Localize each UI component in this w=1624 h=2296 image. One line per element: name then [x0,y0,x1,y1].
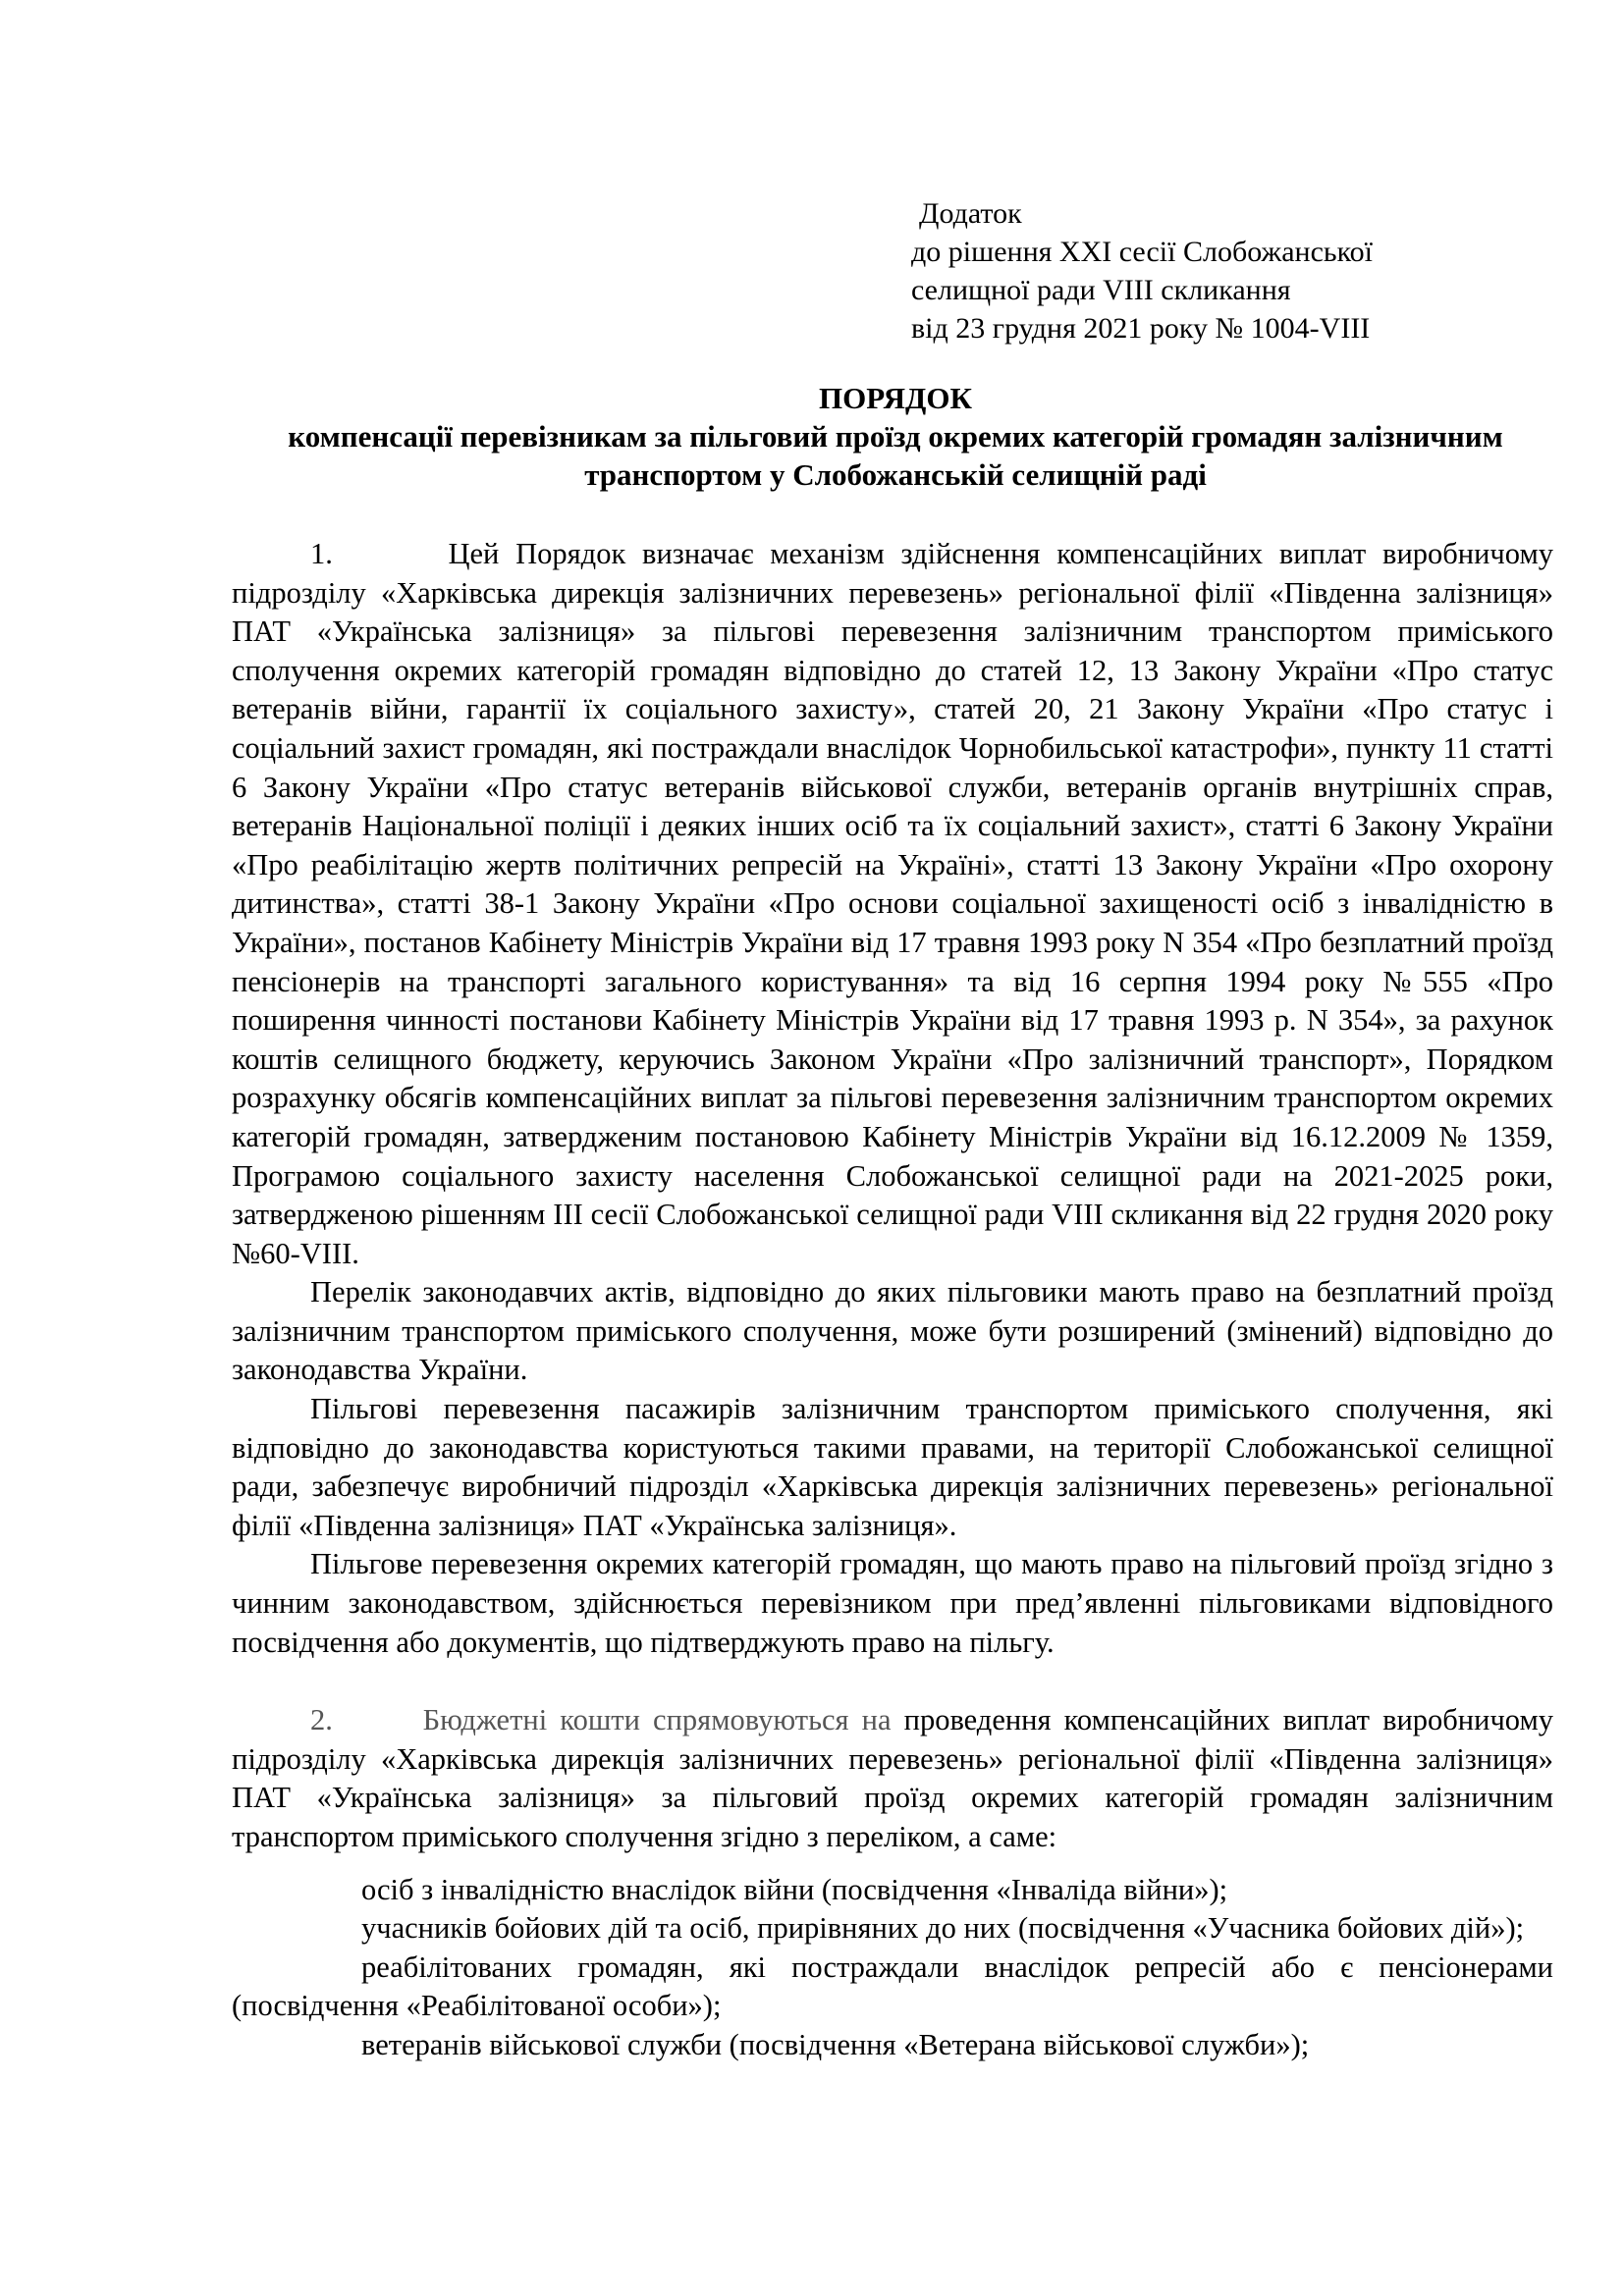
list-item: ветеранів військової служби (посвідчення «Ветерана військової служби»); [361,2027,1310,2061]
section-2-paragraph [232,1701,1553,1856]
document-heading [232,379,1559,494]
addendum-date-line: від 23 грудня 2021 року № 1004-VIII [911,312,1371,345]
document-subtitle: компенсації перевізникам за пільговий проїзд окремих категорій громадян залізничним транспортом у Слобожанській селищній раді [288,419,1503,492]
paragraph-gap [232,1662,1553,1701]
section-1-paragraph-3: Пільгові перевезення пасажирів залізничним транспортом приміського сполучення, які відповідно до законодавства користуються такими правами, на території Слобожанської селищної ради, забезпечує виробничий підрозділ «Харківська дирекція залізничних перевезень» регіональної філії «Південна залізниця» ПАТ «Українська залізниця». [232,1392,1553,1542]
list-gap [232,1857,1553,1871]
section-2-lead: Бюджетні кошти спрямовуються на [422,1703,892,1737]
section-1-paragraph-4: Пільгове перевезення окремих категорій громадян, що мають право на пільговий проїзд згідно з чинним законодавством, здійснюється перевізником при пред’явленні пільговиками відповідного посвідчення або документів, що підтверджують право на пільгу. [232,1547,1553,1659]
section-2-number: 2. [310,1703,333,1737]
document-body [232,535,1553,2065]
list-item: осіб з інвалідністю внаслідок війни (посвідчення «Інваліда війни»); [361,1872,1228,1906]
list-item: учасників бойових дій та осіб, прирівняних до них (посвідчення «Учасника бойових дій»); [361,1911,1525,1946]
section-1-text: Цей Порядок визначає механізм здійснення компенсаційних виплат виробничому підрозділу «Харківська дирекція залізничних перевезень» регіональної філії «Південна залізниця» ПАТ «Українська залізниця» за пільгові перевезення залізничним транспортом приміського сполучення окремих категорій громадян відповідно до статей 12, 13 Закону України «Про статус ветеранів війни, гарантії їх соціального захисту», статей 20, 21 Закону України «Про статус і соціальний захист громадян, які постраждали внаслідок Чорнобильської катастрофи», пункту 11 статті 6 Закону України «Про статус ветеранів військової служби, ветеранів органів внутрішніх справ, ветеранів Національної поліції і деяких інших осіб та їх соціальний захист», статті 6 Закону України «Про реабілітацію жертв політичних репресій на Україні», статті 13 Закону України «Про охорону дитинства», статті 38-1 Закону України «Про основи соціальної захищеності осіб з інвалідністю в України», постанов Кабінету Міністрів України від 17 травня 1993 року N 354 «Про безплатний проїзд пенсіонерів на транспорті загального користування» та від 16 серпня 1994 року №555 «Про поширення чинності постанови Кабінету Міністрів України від 17 травня 1993 р. N 354», за рахунок коштів селищного бюджету, керуючись Законом України «Про залізничний транспорт», Порядком розрахунку обсягів компенсаційних виплат за пільгові перевезення залізничним транспортом окремих категорій громадян, затвердженим постановою Кабінету Міністрів України від 16.12.2009 № 1359, Програмою соціального захисту населення Слобожанської селищної ради на 2021-2025 роки, затвердженою рішенням III сесії Слобожанської селищної ради VIII скликання від 22 грудня 2020 року №60-VIII. [232,537,1553,1270]
addendum-block [911,194,1540,347]
addendum-council-line: селищної ради VIII скликання [911,274,1291,306]
addendum-label: Додаток [919,197,1022,230]
document-title: ПОРЯДОК [819,381,972,415]
addendum-decision-line: до рішення XXI сесії Слобожанської [911,236,1373,268]
section-2-text: проведення компенсаційних виплат виробничому підрозділу «Харківська дирекція залізничних перевезень» регіональної філії «Південна залізниця» ПАТ «Українська залізниця» за пільговий проїзд окремих категорій громадян залізничним транспортом приміського сполучення згідно з переліком, а саме: [232,1703,1554,1853]
section-1-paragraph-1 [232,535,1553,1273]
section-1-number: 1. [310,537,333,570]
list-item: реабілітованих громадян, які постраждали внаслідок репресій або є пенсіонерами (посвідчення «Реабілітованої особи»); [232,1949,1553,2023]
section-1-paragraph-2: Перелік законодавчих актів, відповідно до яких пільговики мають право на безплатний проїзд залізничним транспортом приміського сполучення, може бути розширений (змінений) відповідно до законодавства України. [232,1275,1553,1387]
